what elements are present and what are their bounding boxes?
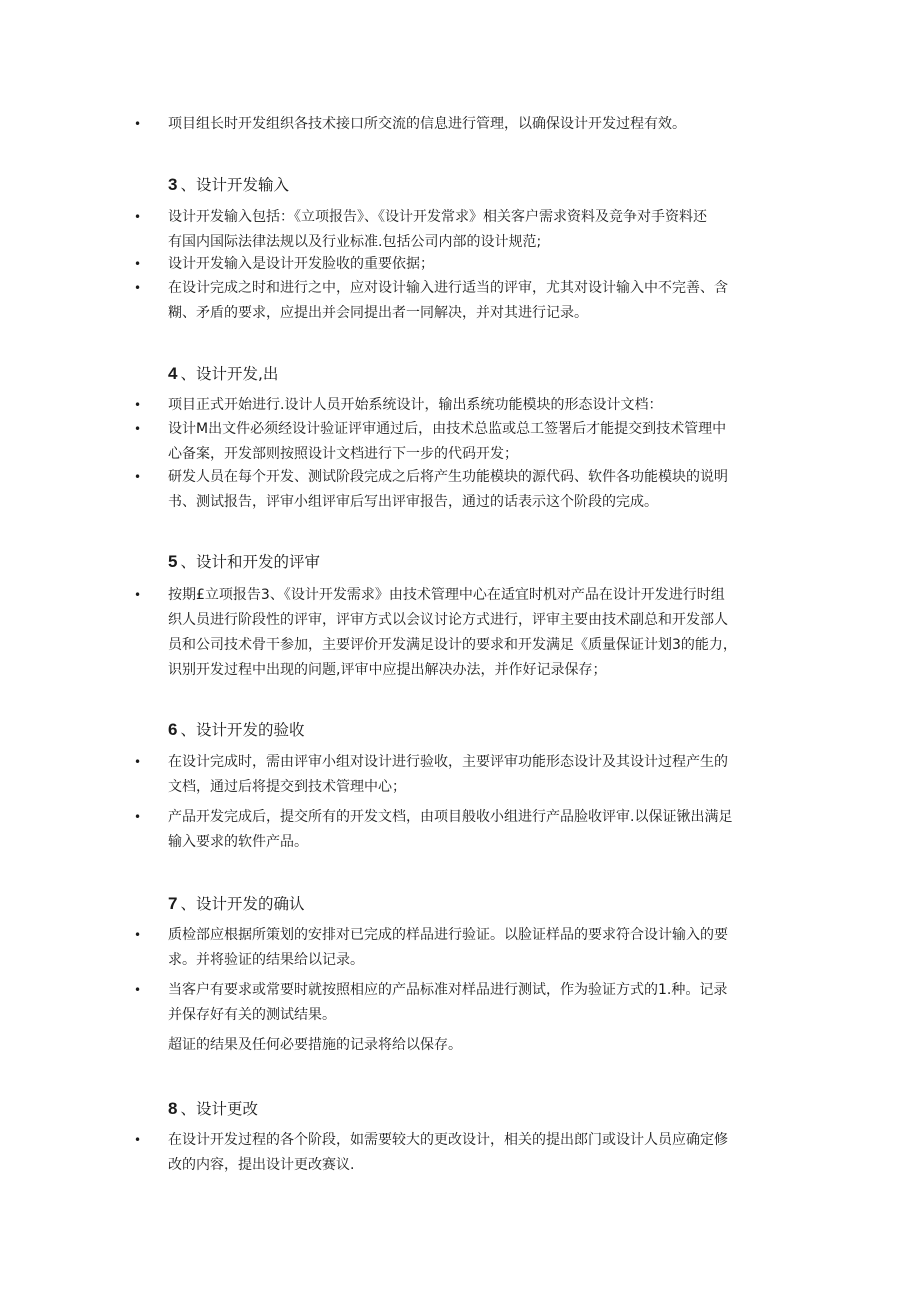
- bullet-icon: •: [134, 117, 142, 131]
- item-text: 在设计完成时，需由评审小组对设计进行验收，主要评审功能形态设计及其设计过程产生的: [168, 754, 728, 770]
- item-text: 文档，通过后将提交到技术管理中心；: [168, 779, 406, 795]
- item-text: 产品开发完成后，提交所有的开发文档，由项目般收小组进行产品脸收评审.以保证锹出满足: [168, 809, 733, 825]
- bullet-icon: •: [134, 470, 142, 484]
- item-text: 糊、矛盾的要求，应提出并会同提出者一同解决，并对其进行记录。: [168, 305, 588, 321]
- section-title: 、设计开发的验收: [180, 721, 305, 739]
- item-text: 设计M出文件必须经设计验证评审通过后，由技术总监或总工签署后才能提交到技术管理中: [168, 421, 727, 437]
- section-heading: [168, 362, 278, 386]
- item-text: 研发人员在每个开发、测试阶段完成之后将产生功能模块的源代码、软件各功能模块的说明: [168, 469, 728, 485]
- section-heading: [168, 173, 289, 197]
- item-text: 在设计开发过程的各个阶段，如需要较大的更改设计，相关的提出郎门或设计人员应确定修: [168, 1132, 728, 1148]
- paragraph-text: 超证的结果及任何必要措施的记录将给以保存。: [168, 1037, 462, 1053]
- section-title: 、设计更改: [180, 1100, 258, 1118]
- item-text: 项目组长时开发组织各技术接口所交流的信息进行管理，以确保设计开发过程有效。: [168, 116, 686, 132]
- bullet-icon: •: [134, 928, 142, 942]
- section-number: 7: [168, 894, 178, 913]
- bullet-icon: •: [134, 588, 142, 602]
- section-number: 5: [168, 552, 178, 571]
- section-title: 、设计开发的确认: [180, 895, 305, 913]
- item-text: 设计开发输入包括：《立项报告》、《设计开发常求》相关客户需求资料及竞争对手资料还: [168, 209, 707, 225]
- item-text: 并保存好有关的测试结果。: [168, 1007, 336, 1023]
- bullet-icon: •: [134, 398, 142, 412]
- bullet-icon: •: [134, 983, 142, 997]
- item-text: 改的内容，提出设计更改赛议.: [168, 1157, 355, 1173]
- item-text: 按期£立项报告3、《设计开发需求》由技术管理中心在适宜时机对产品在设计开发进行时组: [168, 587, 725, 603]
- section-number: 8: [168, 1099, 178, 1118]
- section-heading: [168, 1097, 258, 1121]
- item-text: 输入要求的软件产品。: [168, 834, 308, 850]
- section-title: 、设计开发输入: [180, 176, 289, 194]
- bullet-icon: •: [134, 810, 142, 824]
- section-title: 、设计和开发的评审: [180, 553, 320, 571]
- item-text: 员和公司技术骨干参加，主要评价开发满足设计的要求和开发满足《质量保证计划3的能力，: [168, 637, 737, 653]
- section-heading: [168, 550, 320, 574]
- bullet-icon: •: [134, 257, 142, 271]
- item-text: 项目正式开始进行.设计人员开始系统设计，输出系统功能模块的形态设计文档：: [168, 397, 663, 413]
- section-number: 6: [168, 720, 178, 739]
- bullet-icon: •: [134, 755, 142, 769]
- item-text: 识别开发过程中出现的问题,评审中应提出解决办法，并作好记录保存；: [168, 662, 607, 678]
- item-text: 心备案，开发部则按照设计文档进行下一步的代码开发；: [168, 446, 518, 462]
- bullet-icon: •: [134, 422, 142, 436]
- item-text: 设计开发输入是设计开发脸收的重要依据；: [168, 256, 434, 272]
- item-text: 织人员进行阶段性的评审，评审方式以会议讨论方式进行，评审主要由技术副总和开发部人: [168, 612, 728, 628]
- item-text: 有国内国际法律法规以及行业标准.包括公司内部的设计规范;: [168, 234, 542, 250]
- item-text: 书、测试报告，评审小组评审后写出评审报告，通过的话表示这个阶段的完成。: [168, 494, 658, 510]
- item-text: 质检部应根据所策划的安排对已完成的样品进行验证。以脸证样品的要求符合设计输入的要: [168, 927, 728, 943]
- section-heading: [168, 892, 304, 916]
- section-number: 3: [168, 175, 178, 194]
- bullet-icon: •: [134, 281, 142, 295]
- item-text: 求。并将验证的结果给以记录。: [168, 952, 364, 968]
- bullet-icon: •: [134, 1133, 142, 1147]
- item-text: 当客户有要求或常要时就按照相应的产品标准对样品进行测试，作为验证方式的1.种。记录: [168, 982, 728, 998]
- section-number: 4: [168, 364, 178, 383]
- bullet-icon: •: [134, 210, 142, 224]
- section-heading: [168, 718, 304, 742]
- item-text: 在设计完成之时和进行之中，应对设计输入进行适当的评审，尤其对设计输入中不完善、含: [168, 280, 728, 296]
- section-title: 、设计开发,出: [180, 365, 279, 383]
